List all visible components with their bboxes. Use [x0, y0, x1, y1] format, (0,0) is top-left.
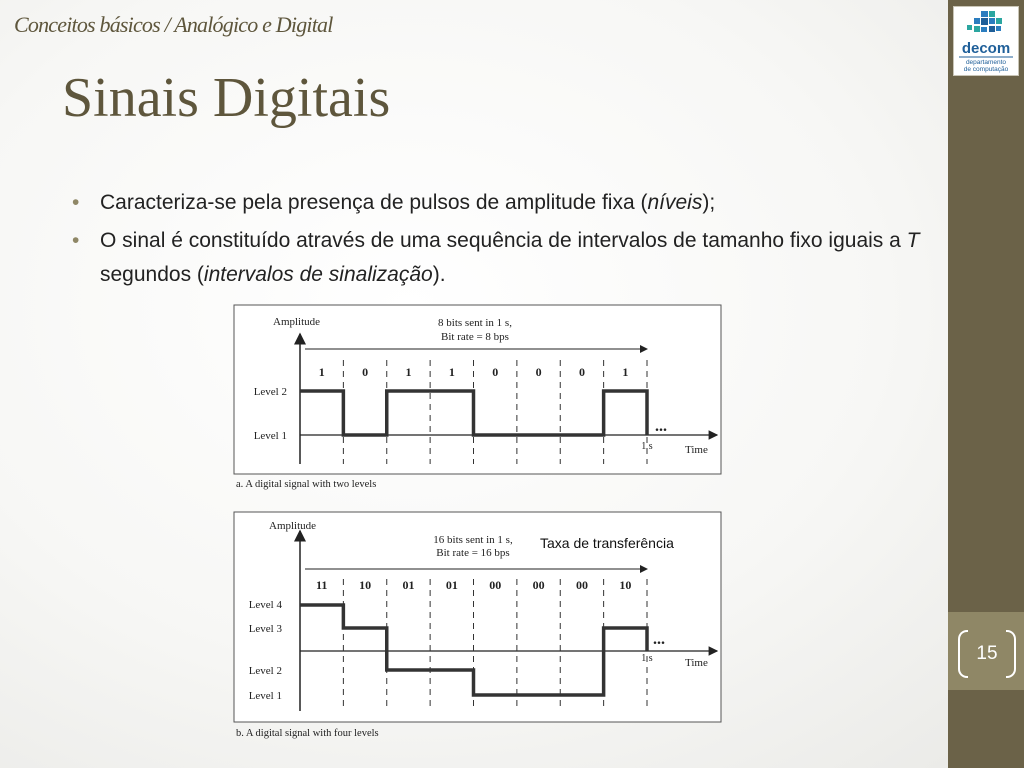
- bit-label: 0: [362, 365, 369, 379]
- one-second-label: 1 s: [641, 441, 653, 452]
- bit-label: 1: [318, 365, 325, 379]
- bit-info-line1: 16 bits sent in 1 s,: [433, 534, 513, 546]
- bit-label: 11: [316, 578, 328, 592]
- bullet-text-italic: intervalos de sinalização: [203, 263, 433, 286]
- logo-subtext-1: departamento: [965, 59, 1007, 66]
- bullet-text: segundos (: [100, 263, 204, 286]
- level-label: Level 4: [248, 599, 282, 611]
- page-title: Sinais Digitais: [62, 67, 391, 129]
- amplitude-label: Amplitude: [273, 316, 321, 328]
- level-label: Level 1: [248, 690, 282, 702]
- bit-label: 10: [359, 578, 372, 592]
- decom-logo-graphic: [954, 7, 1018, 75]
- diagram-caption: a. A digital signal with two levels: [236, 479, 377, 490]
- logo-subtext-2: de computação: [963, 66, 1009, 73]
- bullet-text-italic: T: [906, 229, 920, 252]
- bit-info-line1: 8 bits sent in 1 s,: [438, 317, 512, 329]
- logo-text: decom: [961, 40, 1011, 57]
- ellipsis: ...: [655, 418, 667, 435]
- bullet-text: O sinal é constituído através de uma sequência de intervalos de tamanho fixo iguais a: [100, 229, 907, 252]
- bit-label: 0: [578, 365, 585, 379]
- bullet-item: [72, 186, 932, 220]
- bit-label: 1: [448, 365, 455, 379]
- bit-label: 1: [405, 365, 412, 379]
- bit-info-line2: Bit rate = 8 bps: [441, 331, 509, 343]
- decom-logo: [953, 6, 1019, 76]
- level-label: Level 2: [248, 665, 282, 677]
- bit-label: 1: [622, 365, 629, 379]
- bit-info-line2: Bit rate = 16 bps: [436, 547, 510, 559]
- bit-label: 00: [489, 578, 502, 592]
- bit-label: 0: [492, 365, 499, 379]
- bullet-item: [72, 224, 932, 292]
- bullet-text: );: [702, 191, 716, 214]
- time-label: Time: [685, 657, 708, 669]
- one-second-label: 1 s: [641, 653, 653, 664]
- diagram-two-levels: [233, 304, 723, 492]
- logo-mosaic-icon: [967, 11, 1002, 32]
- amplitude-label: Amplitude: [269, 520, 317, 532]
- diagram-four-levels: [233, 511, 723, 741]
- page-number-text: 15: [976, 643, 998, 664]
- bit-label: 01: [402, 578, 415, 592]
- level-label: Level 2: [253, 386, 287, 398]
- level-label: Level 3: [248, 623, 282, 635]
- bit-label: 01: [445, 578, 458, 592]
- bit-label: 00: [575, 578, 588, 592]
- bullet-text: Caracteriza-se pela presença de pulsos de amplitude fixa (: [100, 191, 648, 214]
- level-label: Level 1: [253, 430, 287, 442]
- page-number: [958, 630, 1016, 678]
- bullet-text-italic: níveis: [647, 191, 703, 214]
- breadcrumb: Conceitos básicos / Analógico e Digital: [14, 12, 333, 37]
- transfer-rate-annotation: Taxa de transferência: [540, 535, 674, 551]
- ellipsis: ...: [653, 631, 665, 648]
- bit-label: 0: [535, 365, 542, 379]
- bullet-list: [72, 186, 932, 296]
- bit-label: 00: [532, 578, 545, 592]
- bit-label: 10: [619, 578, 632, 592]
- bullet-text: ).: [432, 263, 446, 286]
- diagram-caption: b. A digital signal with four levels: [236, 728, 379, 739]
- time-label: Time: [685, 444, 708, 456]
